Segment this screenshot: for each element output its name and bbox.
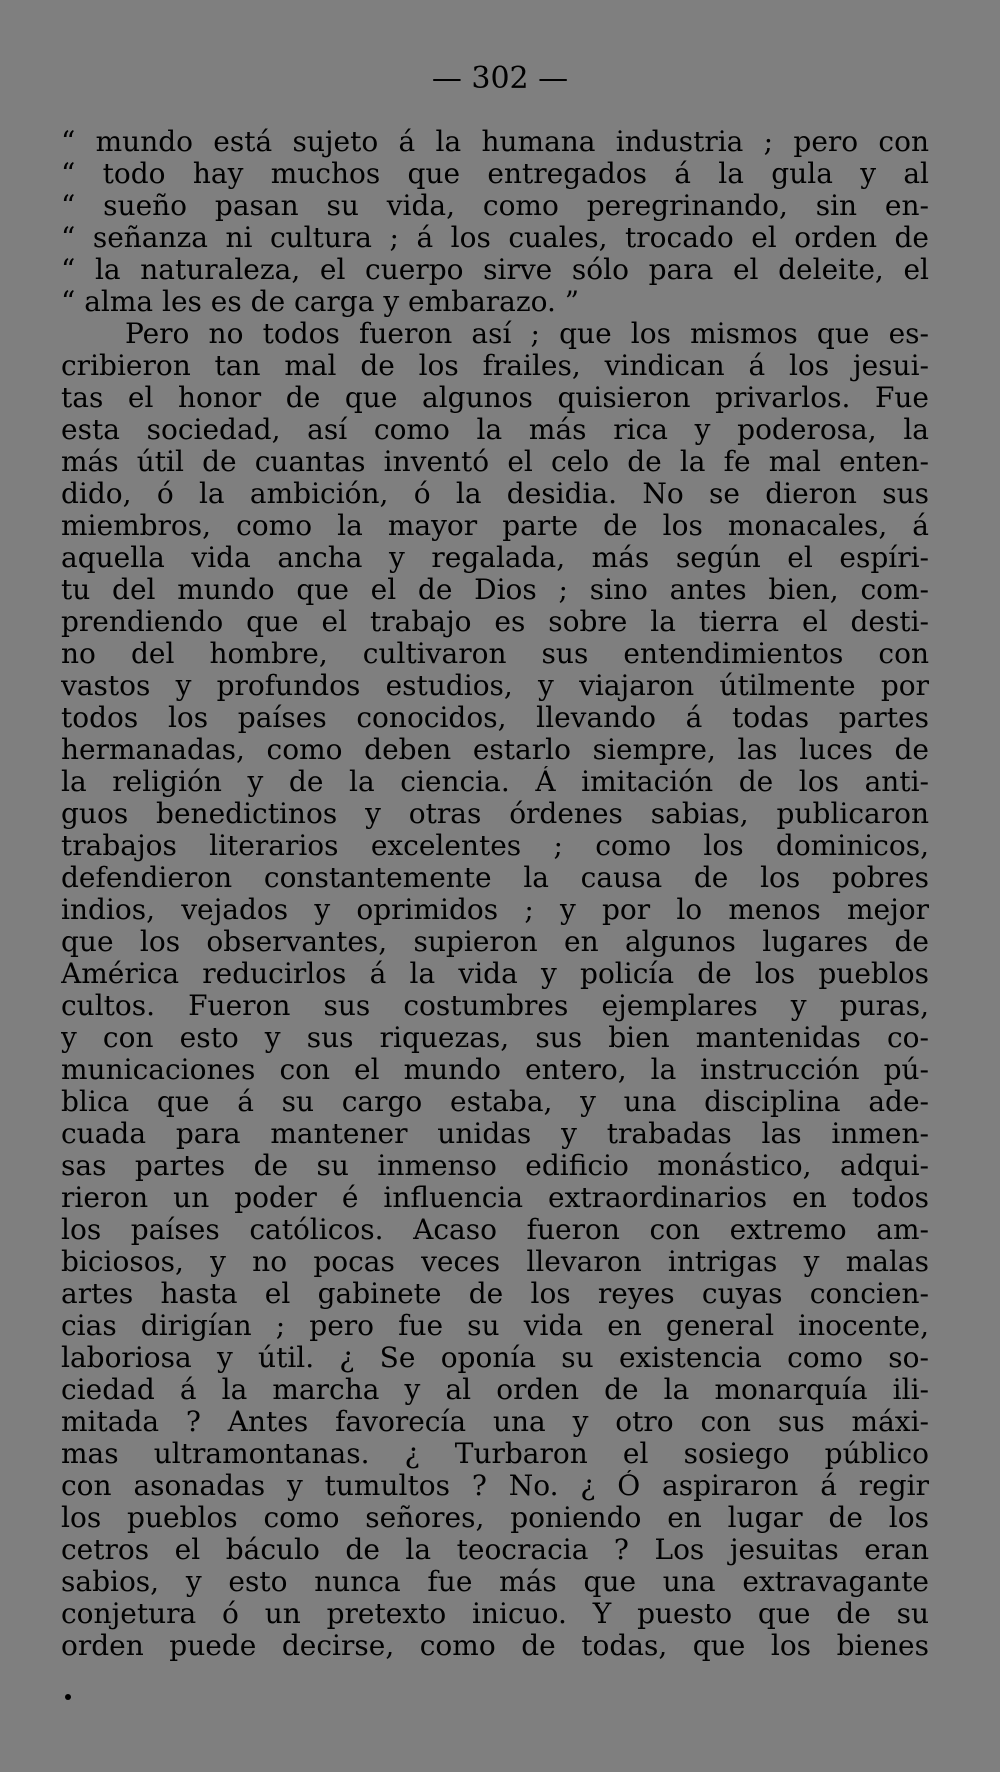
body-text: [61, 126, 929, 1662]
text-line: vastos y profundos estudios, y viajaron útilmente por: [61, 670, 929, 702]
paragraph-start-line: Pero no todos fueron así ; que los mismos que es-: [125, 318, 929, 350]
text-line: los pueblos como señores, poniendo en lugar de los: [61, 1502, 929, 1534]
text-line: y con esto y sus riquezas, sus bien mantenidas co-: [61, 1022, 929, 1054]
text-line: mas ultramontanas. ¿ Turbaron el sosiego público: [61, 1438, 929, 1470]
text-line: cribieron tan mal de los frailes, vindican á los jesui-: [61, 350, 929, 382]
text-line: “ mundo está sujeto á la humana industria ; pero con: [61, 126, 929, 158]
text-line: todos los países conocidos, llevando á todas partes: [61, 702, 929, 734]
text-line: “ la naturaleza, el cuerpo sirve sólo para el deleite, el: [61, 254, 929, 286]
text-line: sabios, y esto nunca fue más que una extravagante: [61, 1566, 929, 1598]
text-line: esta sociedad, así como la más rica y poderosa, la: [61, 414, 929, 446]
text-line: América reducirlos á la vida y policía de los pueblos: [61, 958, 929, 990]
text-line: laboriosa y útil. ¿ Se oponía su existencia como so-: [61, 1342, 929, 1374]
text-line: con asonadas y tumultos ? No. ¿ Ó aspiraron á regir: [61, 1470, 929, 1502]
text-line: “ todo hay muchos que entregados á la gula y al: [61, 158, 929, 190]
text-line: la religión y de la ciencia. Á imitación de los anti-: [61, 766, 929, 798]
text-line: “ alma les es de carga y embarazo. ”: [61, 286, 580, 318]
text-line: cetros el báculo de la teocracia ? Los jesuitas eran: [61, 1534, 929, 1566]
text-line: cuada para mantener unidas y trabadas las inmen-: [61, 1118, 929, 1150]
text-line: trabajos literarios excelentes ; como los dominicos,: [61, 830, 929, 862]
text-line: dido, ó la ambición, ó la desidia. No se dieron sus: [61, 478, 929, 510]
text-line: conjetura ó un pretexto inicuo. Y puesto que de su: [61, 1598, 929, 1630]
ink-speck: [65, 1694, 71, 1700]
text-line: artes hasta el gabinete de los reyes cuyas concien-: [61, 1278, 929, 1310]
text-line: rieron un poder é influencia extraordinarios en todos: [61, 1182, 929, 1214]
text-line: municaciones con el mundo entero, la instrucción pú-: [61, 1054, 929, 1086]
text-line: indios, vejados y oprimidos ; y por lo menos mejor: [61, 894, 929, 926]
text-line: tu del mundo que el de Dios ; sino antes bien, com-: [61, 574, 929, 606]
text-line: miembros, como la mayor parte de los monacales, á: [61, 510, 929, 542]
text-line: aquella vida ancha y regalada, más según el espíri-: [61, 542, 929, 574]
text-line: biciosos, y no pocas veces llevaron intrigas y malas: [61, 1246, 929, 1278]
text-line: mitada ? Antes favorecía una y otro con sus máxi-: [61, 1406, 929, 1438]
text-line: prendiendo que el trabajo es sobre la tierra el desti-: [61, 606, 929, 638]
text-line: “ sueño pasan su vida, como peregrinando, sin en-: [61, 190, 929, 222]
text-line: que los observantes, supieron en algunos lugares de: [61, 926, 929, 958]
text-line: no del hombre, cultivaron sus entendimientos con: [61, 638, 929, 670]
text-line: cultos. Fueron sus costumbres ejemplares y puras,: [61, 990, 929, 1022]
text-line: orden puede decirse, como de todas, que los bienes: [61, 1630, 929, 1662]
text-line: tas el honor de que algunos quisieron privarlos. Fue: [61, 382, 929, 414]
text-line: guos benedictinos y otras órdenes sabias, publicaron: [61, 798, 929, 830]
text-line: cias dirigían ; pero fue su vida en general inocente,: [61, 1310, 929, 1342]
text-line: hermanadas, como deben estarlo siempre, las luces de: [61, 734, 929, 766]
text-line: los países católicos. Acaso fueron con extremo am-: [61, 1214, 929, 1246]
page-number: — 302 —: [431, 61, 569, 96]
text-line: ciedad á la marcha y al orden de la monarquía ili-: [61, 1374, 929, 1406]
text-line: blica que á su cargo estaba, y una disciplina ade-: [61, 1086, 929, 1118]
text-line: sas partes de su inmenso edificio monástico, adqui-: [61, 1150, 929, 1182]
text-line: defendieron constantemente la causa de los pobres: [61, 862, 929, 894]
text-line: “ señanza ni cultura ; á los cuales, trocado el orden de: [61, 222, 929, 254]
text-line: más útil de cuantas inventó el celo de la fe mal enten-: [61, 446, 929, 478]
